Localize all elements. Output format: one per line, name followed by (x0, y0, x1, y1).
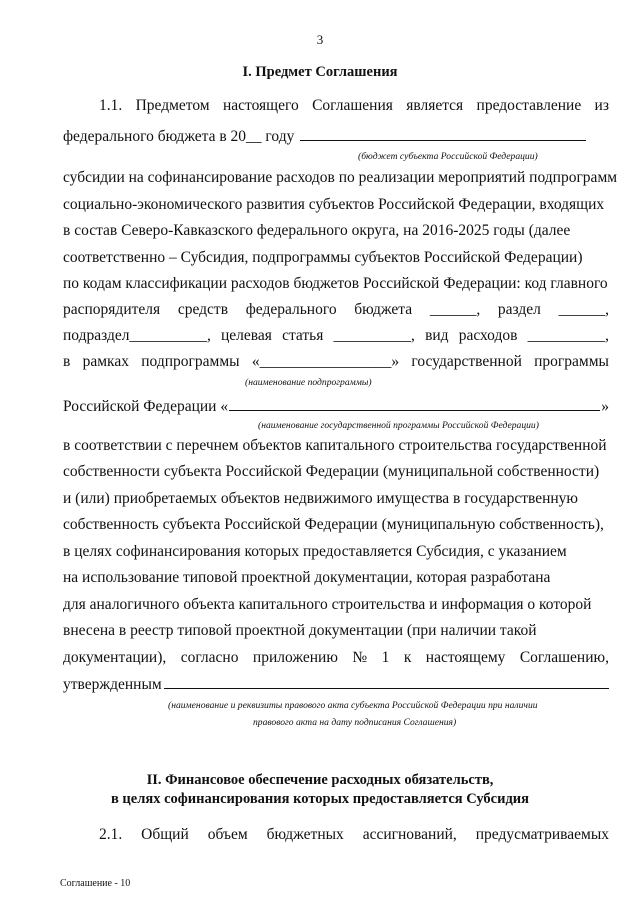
para-line-10 (63, 352, 609, 372)
word: приложению (252, 649, 338, 666)
para-line-20 (63, 648, 609, 668)
word: в (63, 353, 71, 370)
word: к (403, 649, 412, 666)
footer-label: Соглашение - 10 (60, 878, 131, 889)
approved-by-blank-line (164, 674, 609, 689)
para-line-3: субсидии на софинансирование расходов по реализации мероприятий подпрограмм (63, 169, 618, 186)
word: средств (177, 301, 229, 318)
word: Соглашения (312, 97, 393, 114)
para-line-18: для аналогичного объекта капитального строительства и информация о которой (63, 596, 592, 613)
para-line-4: социально-экономического развития субъектов Российской Федерации, входящих (63, 196, 605, 213)
para-line-12: в соответствии с перечнем объектов капитального строительства государственной (63, 437, 607, 454)
word: настоящего (222, 97, 299, 114)
state-program-blank-line (229, 396, 600, 411)
para-line-1 (99, 96, 609, 116)
note-act-line-1: (наименование и реквизиты правового акта субъекта Российской Федерации при наличии (168, 700, 538, 711)
word: Предметом (135, 97, 210, 114)
state-program-label: Российской Федерации « (63, 398, 229, 415)
word: настоящему (425, 649, 506, 666)
word: программы (534, 353, 609, 370)
section-1-title: I. Предмет Соглашения (242, 64, 398, 80)
note-state-program: (наименование государственной программы Российской Федерации) (258, 420, 539, 431)
word: подпрограммы (141, 353, 240, 370)
para-line-11 (63, 396, 609, 417)
word: раздел (497, 301, 541, 318)
para-line-17: на использование типовой проектной документации, которая разработана (63, 569, 551, 586)
approved-by-label: утвержденным (63, 676, 162, 693)
note-act-line-2: правового акта на дату подписания Соглашения) (253, 717, 457, 728)
para-line-8 (63, 300, 609, 320)
word: 1.1. (99, 97, 123, 114)
word: целевая (221, 327, 272, 344)
word: __________, (333, 327, 415, 344)
page-number: 3 (316, 32, 324, 47)
para-line-9 (63, 326, 609, 346)
word: подраздел__________, (63, 327, 211, 344)
budget-year-text: федерального бюджета в 20__ году (63, 128, 295, 145)
para-line-15: собственность субъекта Российской Федерации (муниципальную собственность), (63, 516, 604, 533)
section-2-line-1 (99, 825, 609, 845)
para-line-2 (63, 126, 609, 147)
word: расходов (458, 327, 518, 344)
word: распорядителя (63, 301, 161, 318)
word: «_________________» (251, 353, 400, 370)
word: документации), (63, 649, 167, 666)
word: объем (207, 826, 248, 843)
para-line-19: внесена в реестр типовой проектной документации (при наличии такой (63, 622, 537, 639)
budget-blank-line (300, 126, 586, 141)
section-2-title-line-1: II. Финансовое обеспечение расходных обязательств, (146, 772, 494, 788)
para-line-5: в состав Северо-Кавказского федерального округа, на 2016-2025 годы (далее (63, 222, 571, 239)
word: Соглашению, (519, 649, 609, 666)
word: 1 (381, 649, 390, 666)
note-subprogram: (наименование подпрограммы) (245, 377, 372, 388)
word: 2.1. (99, 826, 123, 843)
para-line-7: по кодам классификации расходов бюджетов Российской Федерации: код главного (63, 275, 608, 292)
word: федерального (245, 301, 337, 318)
para-line-14: и (или) приобретаемых объектов недвижимого имущества в государственную (63, 490, 579, 507)
word: предоставление (476, 97, 582, 114)
word: № (352, 649, 368, 666)
word: ассигнований, (362, 826, 457, 843)
word: Общий (141, 826, 189, 843)
word: является (406, 97, 464, 114)
word: государственной (411, 353, 522, 370)
word: предусматриваемых (475, 826, 609, 843)
section-2-title-line-2: в целях софинансирования которых предоставляется Субсидия (110, 791, 530, 807)
para-line-13: собственности субъекта Российской Федерации (муниципальной собственности) (63, 463, 600, 480)
word: из (594, 97, 609, 114)
word: ______, (558, 301, 609, 318)
para-line-16: в целях софинансирования которых предоставляется Субсидия, с указанием (63, 543, 567, 560)
word: бюджета (354, 301, 413, 318)
note-budget: (бюджет субъекта Российской Федерации) (358, 151, 538, 162)
word: бюджетных (266, 826, 344, 843)
word: вид (425, 327, 449, 344)
word: согласно (180, 649, 239, 666)
word: рамках (82, 353, 129, 370)
para-line-21 (63, 674, 609, 695)
word: __________, (527, 327, 609, 344)
para-line-6: соответственно – Субсидия, подпрограммы субъектов Российской Федерации) (63, 249, 583, 266)
word: ______, (429, 301, 481, 318)
closing-quote: » (601, 398, 609, 415)
word: статья (282, 327, 324, 344)
